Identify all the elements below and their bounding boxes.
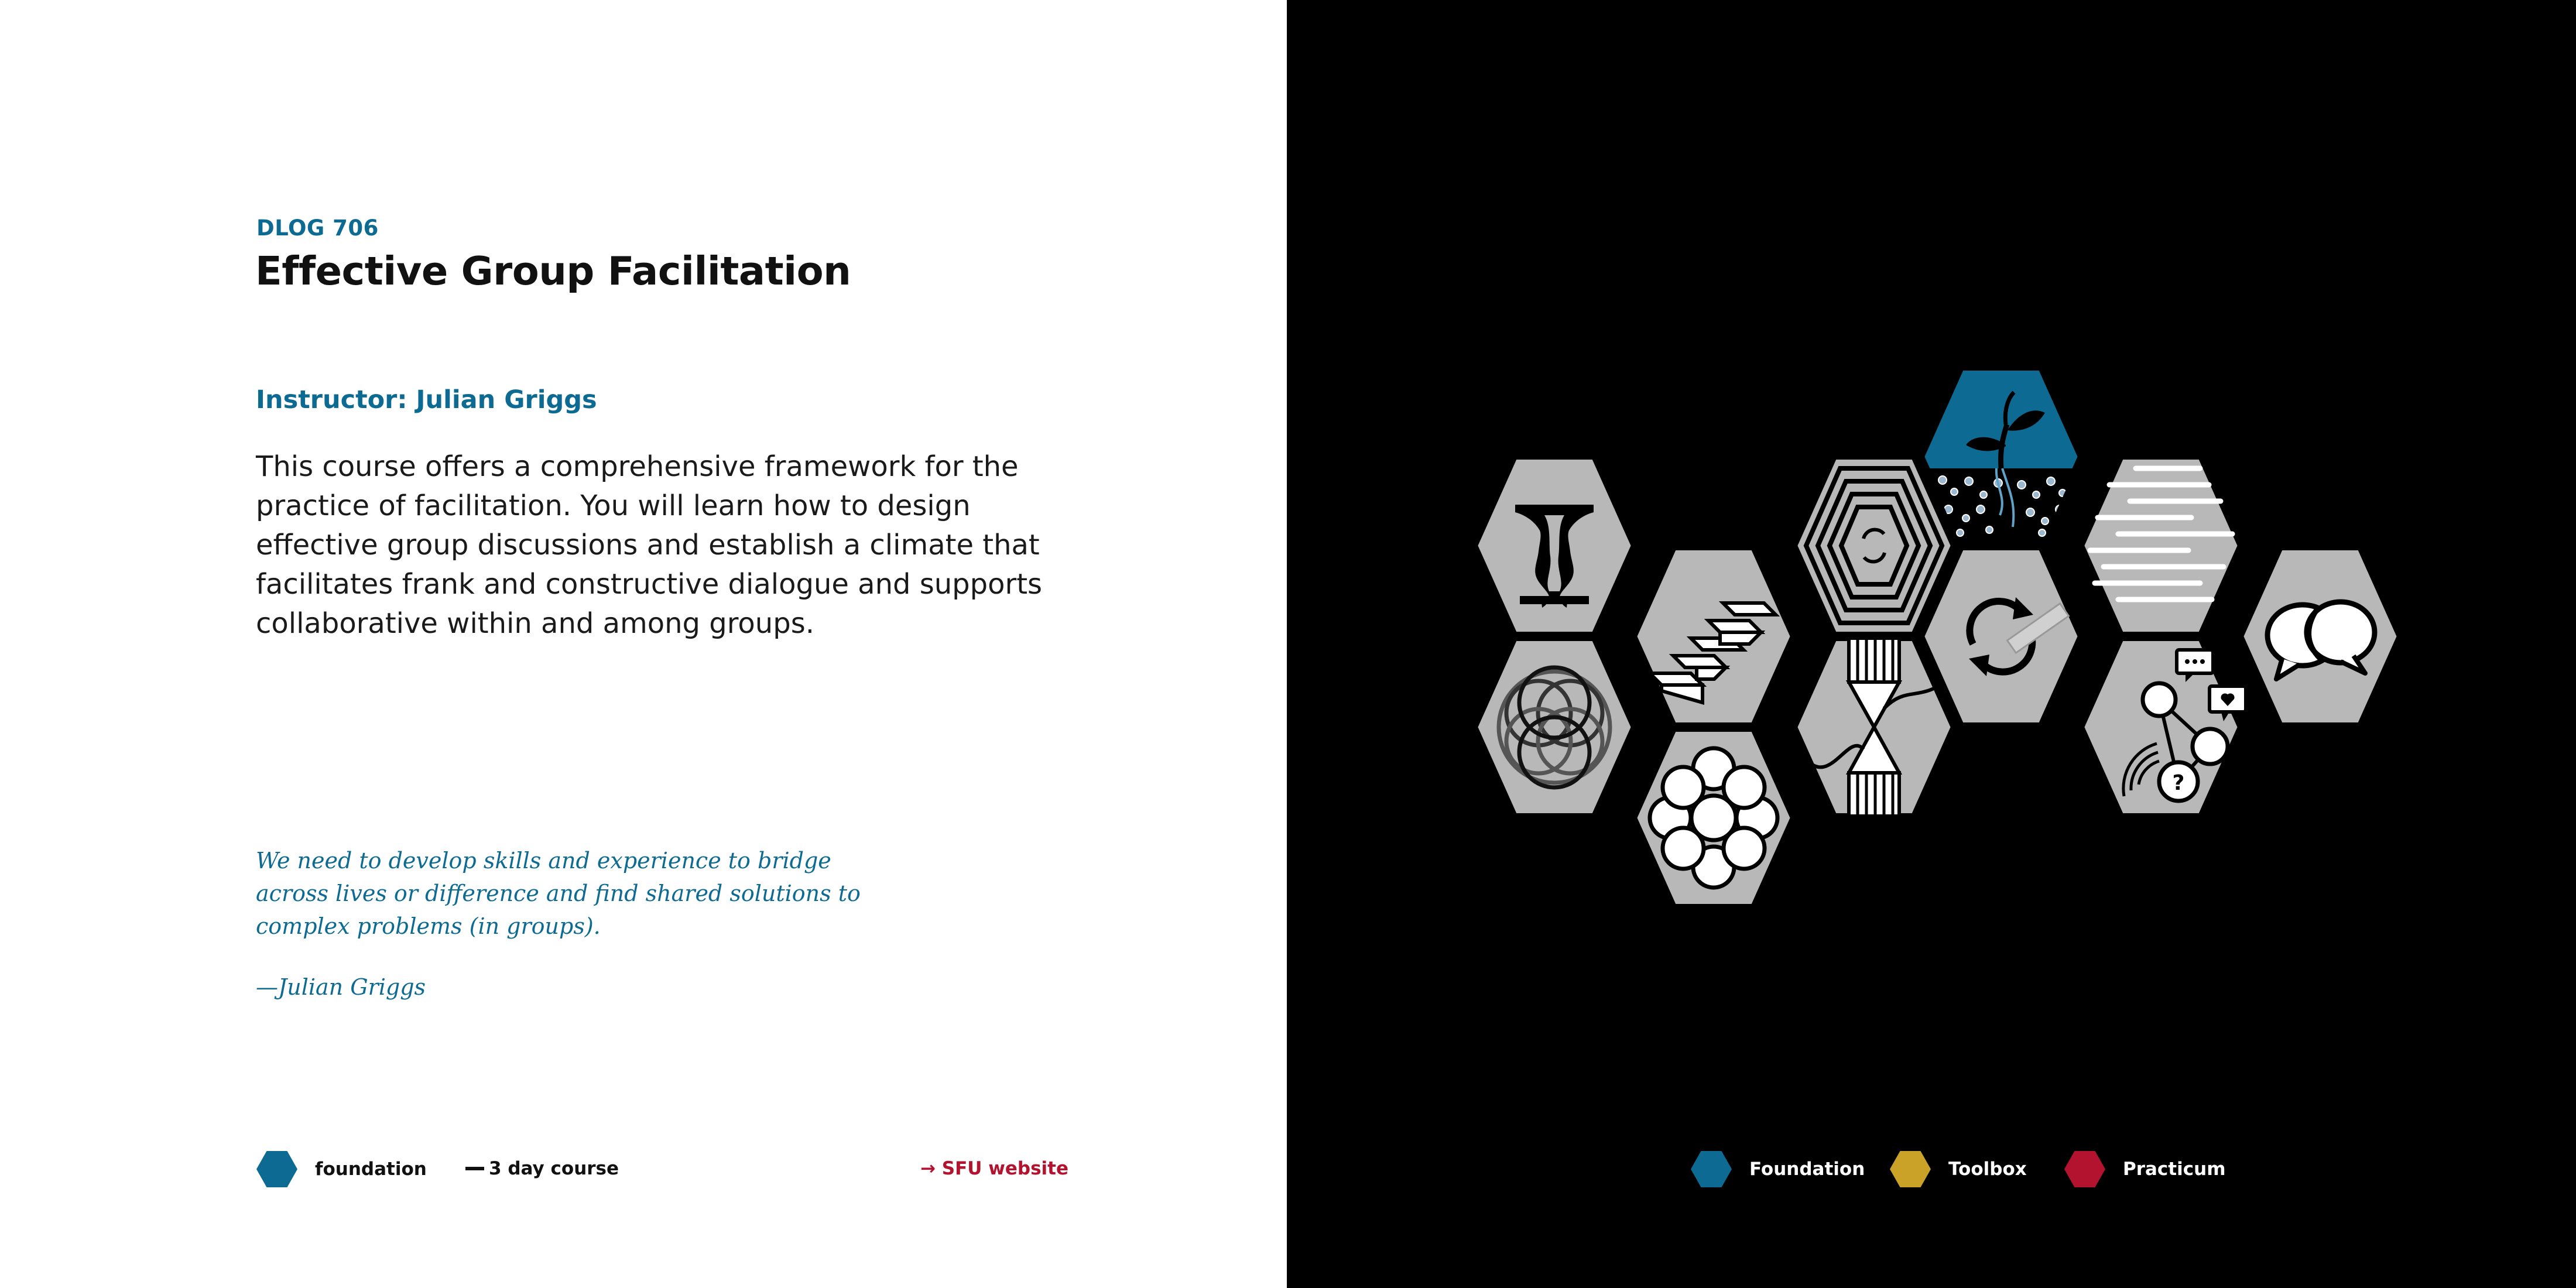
svg-text:?: ? — [2172, 771, 2185, 795]
course-description: This course offers a comprehensive framework for the practice of facilitation. You will learn how to design effective group discussions and establish a climate that facilitates frank and constructive dialogue and supports collaborative within and among groups. — [256, 450, 1043, 640]
quote-attribution: —Julian Griggs — [256, 974, 426, 1000]
course-code: DLOG 706 — [256, 215, 379, 241]
category-label: foundation — [315, 1159, 427, 1180]
course-info-panel — [0, 0, 1287, 1288]
practicum-hex-icon — [2064, 1151, 2105, 1187]
flower-circles-icon — [1634, 729, 1793, 907]
quote-text: We need to develop skills and experience to bridge across lives or difference and find shared solutions to complex problems (in groups). — [256, 848, 861, 939]
staircase-icon — [1634, 547, 1793, 725]
duration-label: 3 day course — [489, 1158, 619, 1179]
icon-panel — [1287, 0, 2576, 1288]
circles-pattern-icon — [1475, 638, 1634, 816]
cycle-ruler-icon — [1921, 547, 2081, 725]
legend-toolbox — [1890, 1151, 2027, 1187]
arrow-right-icon: → — [920, 1158, 936, 1179]
link-label: SFU website — [941, 1158, 1069, 1179]
hexagon-cluster — [1287, 0, 2576, 1288]
legend-label: Toolbox — [1948, 1159, 2027, 1180]
foundation-hex-icon — [256, 1151, 297, 1187]
faces-vase-icon — [1475, 457, 1634, 635]
lines-icon — [2081, 457, 2241, 635]
network-chat-icon — [2081, 638, 2246, 816]
course-title: Effective Group Facilitation — [255, 248, 851, 294]
legend-foundation — [1691, 1151, 1865, 1187]
category-indicator — [256, 1151, 427, 1187]
dash-icon — [465, 1167, 484, 1170]
hourglass-icon — [1794, 638, 1954, 816]
toolbox-hex-icon — [1890, 1151, 1931, 1187]
foundation-hex-icon — [1691, 1151, 1732, 1187]
speech-bubbles-icon — [2241, 547, 2400, 725]
legend-practicum — [2064, 1151, 2226, 1187]
concentric-hexagon-cycle-icon — [1794, 457, 1954, 635]
sfu-website-link[interactable] — [920, 1158, 1068, 1179]
legend-label: Foundation — [1749, 1159, 1865, 1180]
duration-indicator — [465, 1158, 619, 1179]
legend-label: Practicum — [2123, 1159, 2226, 1180]
instructor-name: Instructor: Julian Griggs — [256, 385, 597, 415]
